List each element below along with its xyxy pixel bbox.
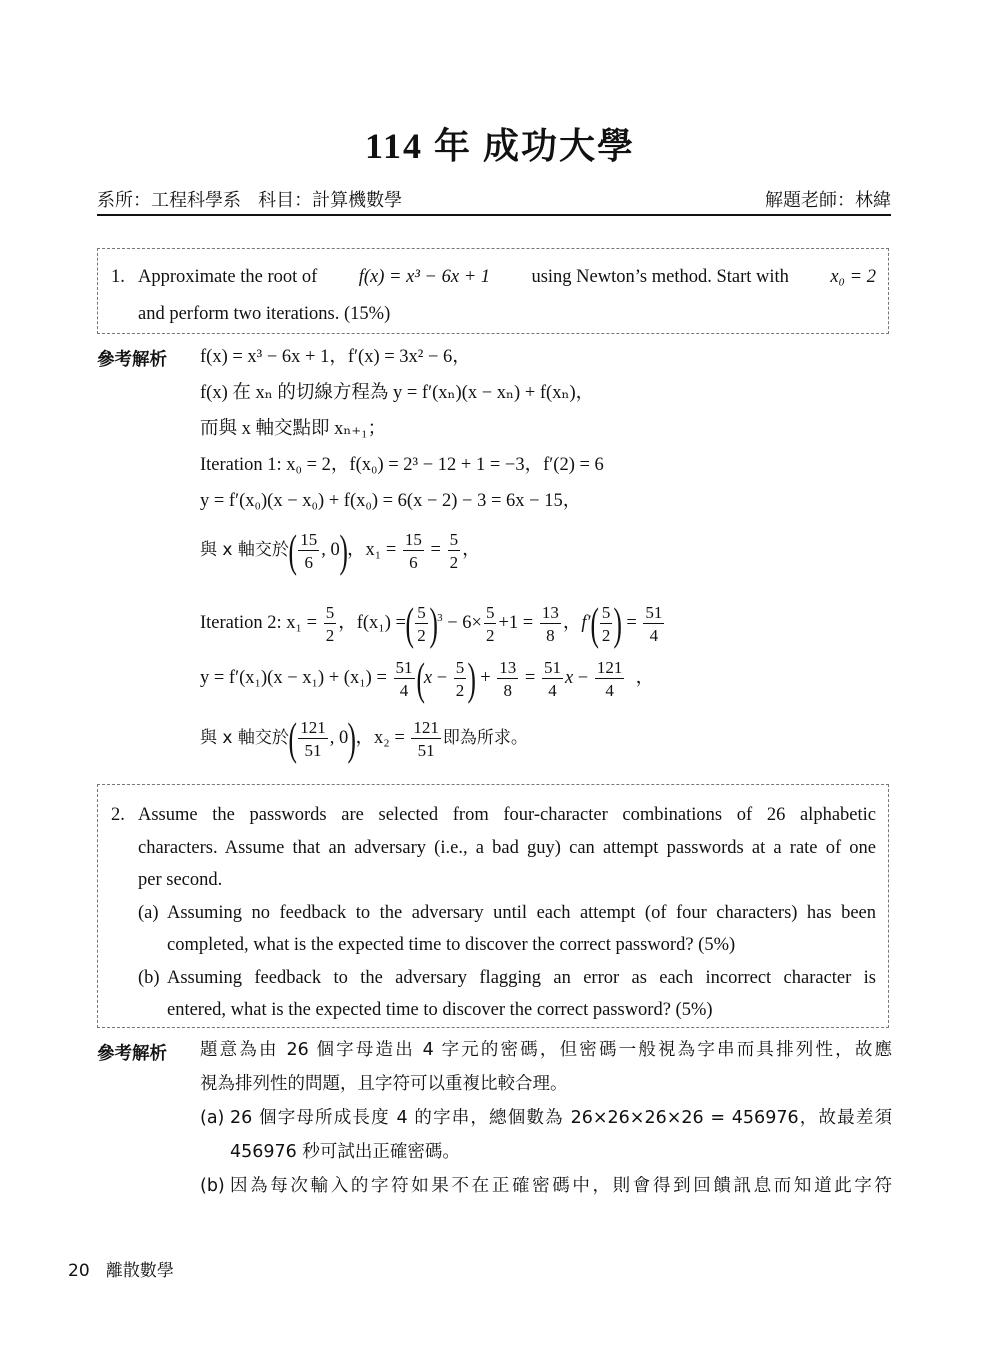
sol2-a-line-2: 456976 秒可試出正確密碼。 [230,1142,460,1162]
q2-b-line-1 [98,962,888,995]
q2-line-1-text: Assume the passwords are selected from four-character combinations of 26 alphabetic [138,805,876,825]
page-number: 20 [68,1261,90,1281]
sol2-line-2: 視為排列性的問題，且字符可以重複比較合理。 [200,1074,568,1094]
dept-subject [97,186,402,212]
dept-label: 系所：工程科學系 [97,190,241,211]
sol1-line-6-pre: 與 x 軸交於 [200,540,289,560]
page-footer [68,1256,174,1281]
solution-2 [200,1033,892,1203]
sol1-line-5: y = f′(x₀)(x − x₀) + f(x₀) = 6(x − 2) − 3 = 6x − 15， [200,491,582,511]
ref-label-1: 參考解析 [97,350,167,370]
sol2-a-line-1 [200,1101,892,1135]
sol2-a-label: (a) [200,1108,225,1128]
meta-bar [97,184,891,216]
sol1-line-1: f(x) = x³ − 6x + 1，f′(x) = 3x² − 6， [200,347,471,367]
sol1-line-8-pre: y = f′(x₁)(x − x₁) + (x₁) = [200,668,387,688]
sol1-line-4: Iteration 1: x₀ = 2，f(x₀) = 2³ − 12 + 1 = −3，f′(2) = 6 [200,455,604,475]
q2-line-3: per second. [138,870,223,890]
sol1-line-9: 與 x 軸交於( $\frac{121}{51}$ , 0)，x₂ = $\frac{121}{51}$ 即為所求。 [200,712,528,764]
page-title: 114 年 成功大學 [364,126,635,166]
sol1-line-6: 與 x 軸交於( $\frac{15}{6}$ , 0)，x₁ = $\frac{15}{6}$ = $\frac{5}{2}$ ， [200,524,481,576]
question-1-box [97,248,889,334]
q2-number: 2. [111,805,125,825]
q2-b-line-2: entered, what is the expected time to discover the correct password? (5%) [167,1000,713,1020]
q2-line-2: characters. Assume that an adversary (i.e., a bad guy) can attempt passwords at a rate of one [138,837,876,858]
q2-b-text-1: Assuming feedback to the adversary flagging an error as each incorrect character is [167,967,876,988]
sol2-b-label: (b) [200,1176,225,1196]
sol1-line-2: f(x) 在 xₙ 的切線方程為 y = f′(xₙ)(x − xₙ) + f(xₙ)， [200,383,595,403]
q2-line-1 [98,799,888,832]
ref-label-2: 參考解析 [97,1044,167,1064]
sol1-line-7-pre: Iteration 2: x₁ = [200,613,318,634]
q1-line-1 [98,261,888,294]
teacher-label: 解題老師：林緯 [765,190,891,211]
sol1-line-6-post: ，x₁ = [347,540,397,560]
sol1-line-9-end: 即為所求。 [442,728,528,748]
q1-func: f(x) = x³ − 6x + 1 [358,267,491,287]
sol1-line-3: 而與 x 軸交點即 xₙ₊₁； [200,419,387,439]
q1-line-2: and perform two iterations. (15%) [138,303,391,324]
q1-number: 1. [111,267,125,287]
q2-a-line-1 [98,897,888,930]
book-title: 離散數學 [105,1261,174,1281]
q1-text-b: using Newton’s method. Start with [531,267,789,287]
sol2-line-1: 題意為由 26 個字母造出 4 字元的密碼，但密碼一般視為字串而具排列性，故應 [200,1040,892,1060]
q1-start: x₀ = 2 [830,267,876,287]
sol1-line-8: y = f′(x₁)(x − x₁) + (x₁) = $\frac{51}{4}$ (x − $\frac{5}{2}$ ) + $\frac{13}{8}$ = $\frac{51}{4}$ x − $\frac{121}{4}$ ， [200,652,655,704]
sol2-b-text-1: 因為每次輸入的字符如果不在正確密碼中，則會得到回饋訊息而知道此字符 [230,1176,892,1196]
sol1-line-7-mid: ，f(x₁) = [338,613,406,634]
q2-a-line-2: completed, what is the expected time to discover the correct password? (5%) [167,935,736,955]
sol2-b-line-1 [200,1169,892,1203]
q1-text-a: Approximate the root of [138,267,318,287]
q2-a-text-1: Assuming no feedback to the adversary until each attempt (of four characters) has been [167,902,876,923]
sol2-a-text-1: 26 個字母所成長度 4 的字串，總個數為 26×26×26×26 = 456976，故最差須 [230,1108,892,1128]
question-2-box [97,784,889,1028]
sol1-line-9-pre: 與 x 軸交於 [200,728,289,748]
q2-a-label: (a) [138,902,159,923]
subject-label: 科目：計算機數學 [258,190,403,211]
q2-b-label: (b) [138,967,160,988]
sol1-line-9-post: ，x₂ = [355,728,405,748]
sol1-line-7: Iteration 2: x₁ = $\frac{5}{2}$ ，f(x₁) =( $\frac{5}{2}$ )$^3$ − 6× $\frac{5}{2}$ +1 = $\frac{13}{8}$ ，f′( $\frac{5}{2}$ ) = $\frac{51}{4}$ [200,597,663,649]
